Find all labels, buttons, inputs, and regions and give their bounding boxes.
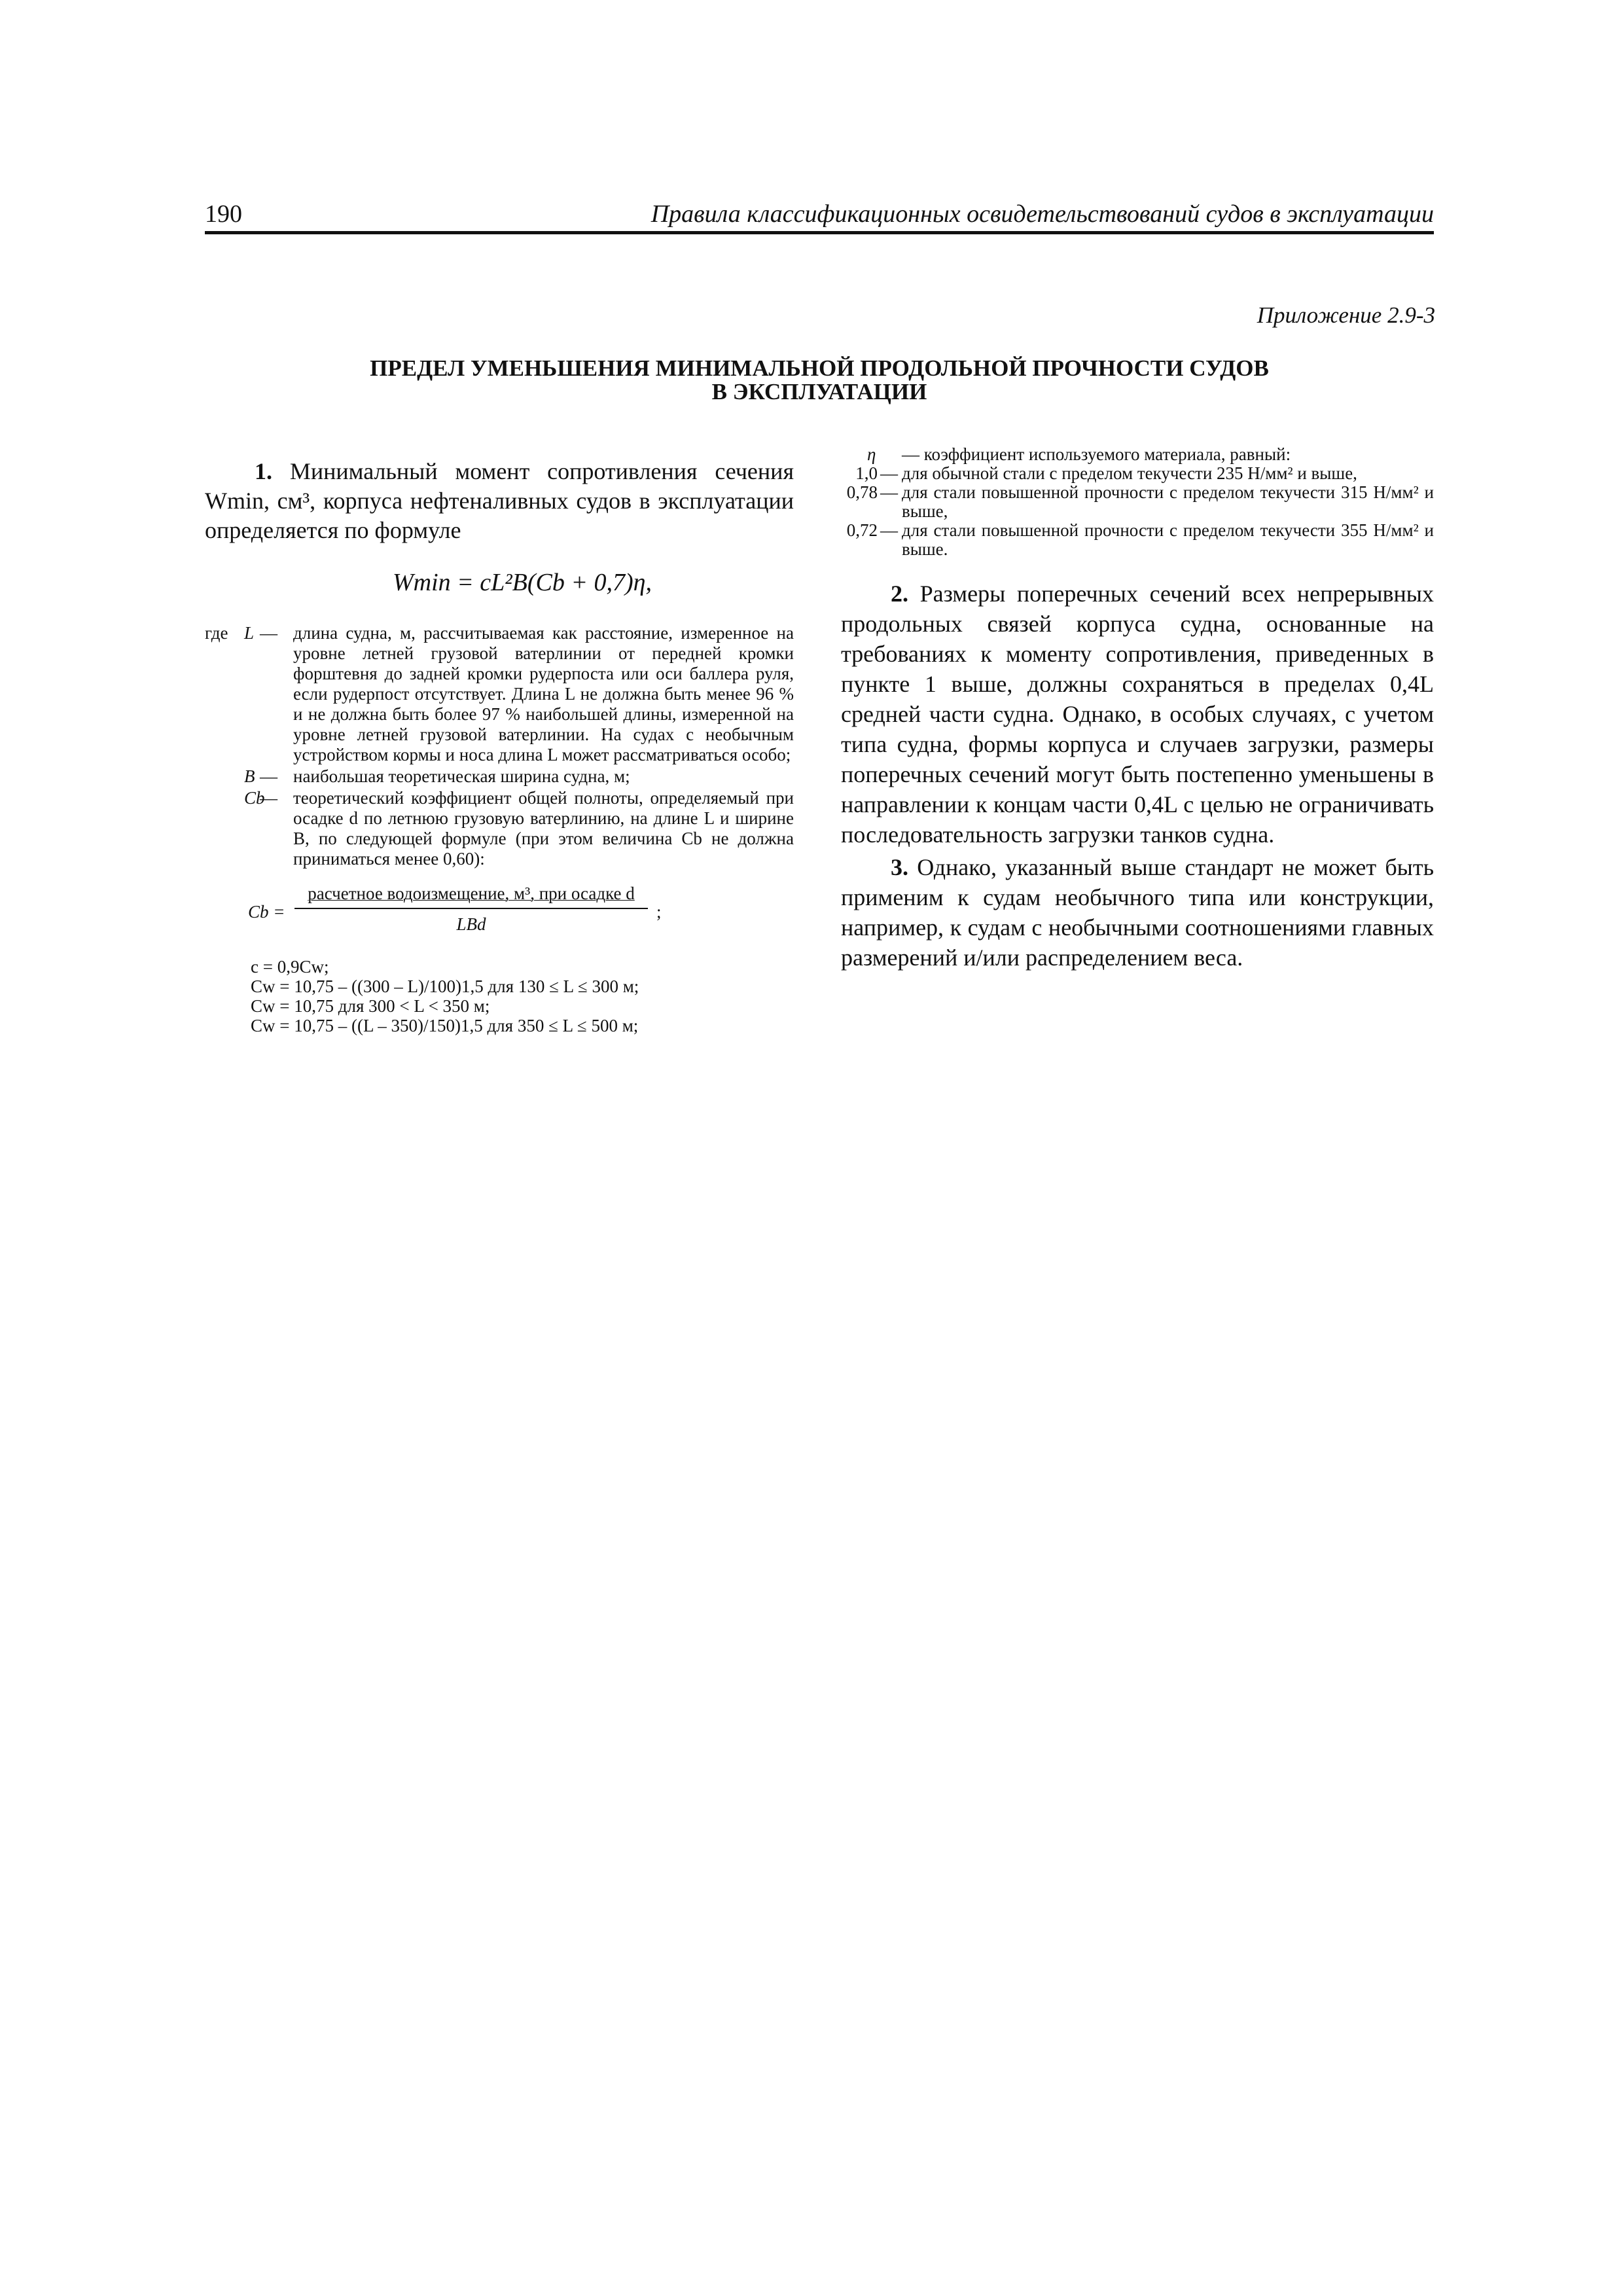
eta-line (841, 445, 1434, 464)
eta-text: — коэффициент используемого материала, равный: (902, 444, 1291, 464)
definition-Cb: Cb — теоретический коэффициент общей полноты, определяемый при осадке d по летнюю грузовую ватерлинию, на длине L и ширине B, по следующей формуле (при этом величина Cb не должна приниматься менее 0,60): (244, 788, 794, 869)
left-column (205, 457, 794, 1035)
page-header (205, 200, 1434, 234)
equation: c = 0,9Cw; (251, 957, 329, 977)
section-1-paragraph (205, 457, 794, 545)
main-formula: Wmin = cL²B(Cb + 0,7)η, (392, 569, 652, 596)
cb-formula-lhs: Cb = (248, 902, 285, 922)
definition-B: B — наибольшая теоретическая ширина судна, м; (244, 766, 630, 786)
cb-fraction (294, 884, 648, 935)
document-title (205, 357, 1434, 404)
material-item: 1,0 — для обычной стали с пределом текучести 235 Н/мм² и выше, (841, 464, 1434, 483)
section-3-number: 3. (891, 854, 908, 880)
equation: Cw = 10,75 – ((300 – L)/100)1,5 для 130 ≤ L ≤ 300 м; (251, 977, 639, 996)
cb-numerator: расчетное водоизмещение, м³, при осадке d (294, 884, 648, 909)
cw-equations (205, 957, 794, 1035)
definition-L: где L — длина судна, м, рассчитываемая как расстояние, измеренное на уровне летней грузовой ватерлинии от передней кромки форштевня до задней кромки рудерпоста или оси баллера руля, если рудерпост отсутствует. Длина L не должна быть менее 96 % и не должна быть более 97 % наибольшей длины, измеренной на уровне летней грузовой ватерлинии. На судах с необычным устройством кормы и носа длина L может рассматриваться особо; (205, 623, 794, 764)
eta-definition (841, 445, 1434, 559)
material-item: 0,78 — для стали повышенной прочности с пределом текучести 315 Н/мм² и выше, (841, 483, 1434, 521)
section-1-number: 1. (255, 458, 272, 484)
definition-text: наибольшая теоретическая ширина судна, м; (293, 766, 630, 786)
running-title: Правила классификационных освидетельствований судов в эксплуатации (651, 200, 1434, 228)
definition-symbol: B (244, 766, 255, 786)
definitions (205, 623, 794, 1035)
eta-symbol: η (867, 444, 876, 464)
section-2-text: Размеры поперечных сечений всех непрерывных продольных связей корпуса судна, основанные на требованиях к моменту сопротивления, приведенных в пункте 1 выше, должны сохраняться в пределах 0,4L средней части судна. Однако, в особых случаях, с учетом типа судна, формы корпуса и случаев загрузки, размеры поперечных сечений могут быть постепенно уменьшены в направлении к концам части 0,4L с целью не ограничивать последовательность загрузки танков судна. (841, 581, 1434, 848)
cb-formula (205, 884, 794, 942)
cb-formula-end: ; (656, 902, 662, 922)
right-column (841, 445, 1434, 973)
section-2-paragraph (841, 579, 1434, 850)
material-text: для стали повышенной прочности с пределом текучести 315 Н/мм² и выше, (902, 482, 1434, 521)
material-value: 0,78 (846, 482, 878, 502)
material-item: 0,72 — для стали повышенной прочности с пределом текучести 355 Н/мм² и выше. (841, 521, 1434, 559)
section-3-text: Однако, указанный выше стандарт не может быть применим к судам необычного типа или конструкции, например, к судам с необычными соотношениями главных размерений и/или распределением веса. (841, 854, 1434, 971)
appendix-label: Приложение 2.9-3 (1257, 302, 1435, 328)
cb-denominator: LBd (456, 914, 486, 934)
material-value: 0,72 (846, 520, 878, 540)
section-1-text: Минимальный момент сопротивления сечения Wmin, см³, корпуса нефтеналивных судов в эксплуатации определяется по формуле (205, 458, 794, 543)
definition-text: теоретический коэффициент общей полноты, определяемый при осадке d по летнюю грузовую ватерлинию, на длине L и ширине B, по следующей формуле (при этом величина Cb не должна приниматься менее 0,60): (293, 788, 794, 869)
material-text: для стали повышенной прочности с пределом текучести 355 Н/мм² и выше. (902, 520, 1434, 559)
definition-text: длина судна, м, рассчитываемая как расстояние, измеренное на уровне летней грузовой ватерлинии от передней кромки форштевня до задней кромки рудерпоста или оси баллера руля, если рудерпост отсутствует. Длина L не должна быть менее 96 % и не должна быть более 97 % наибольшей длины, измеренной на уровне летней грузовой ватерлинии. На судах с необычным устройством кормы и носа длина L может рассматриваться особо; (293, 623, 794, 764)
material-value: 1,0 (855, 463, 878, 483)
section-3-paragraph (841, 852, 1434, 973)
page-number: 190 (205, 200, 242, 228)
definition-symbol: Cb (244, 788, 265, 808)
material-text: для обычной стали с пределом текучести 235 Н/мм² и выше, (902, 463, 1357, 483)
equation: Cw = 10,75 – ((L – 350)/150)1,5 для 350 ≤ L ≤ 500 м; (251, 1016, 639, 1035)
section-2-number: 2. (891, 581, 908, 607)
equation: Cw = 10,75 для 300 < L < 350 м; (251, 996, 490, 1016)
title-line-2: В ЭКСПЛУАТАЦИИ (711, 379, 927, 404)
where-word: где (205, 623, 228, 643)
definition-symbol: L (244, 623, 255, 643)
title-line-1: ПРЕДЕЛ УМЕНЬШЕНИЯ МИНИМАЛЬНОЙ ПРОДОЛЬНОЙ ПРОЧНОСТИ СУДОВ (370, 355, 1269, 381)
